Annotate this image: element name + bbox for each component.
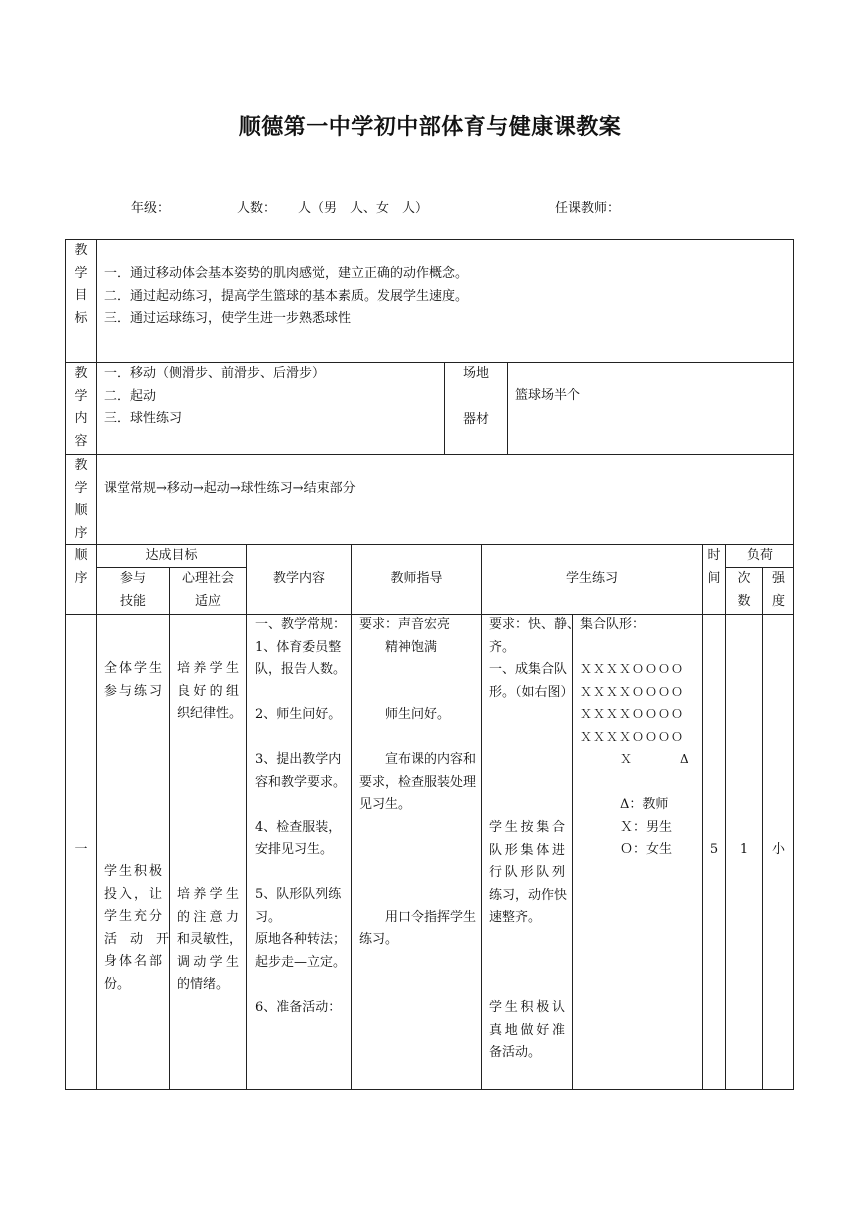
formation-row: ＸＸＸＸＯＯＯＯ [580, 684, 685, 699]
header-teacher-guidance: 教师指导 [390, 571, 443, 586]
practice-warmup: 学生积极认 真地做好准 备活动。 [489, 1000, 565, 1060]
page-title: 顺德第一中学初中部体育与健康课教案 [238, 114, 622, 140]
formation-row: ＸＸＸＸＯＯＯＯ [580, 662, 685, 676]
formation-grid [580, 658, 684, 748]
content-list [104, 363, 325, 431]
sequence-label: 教 学 顺 序 [74, 458, 88, 541]
header-load-count: 次 数 [737, 571, 751, 609]
row-load-count: 1 [739, 842, 749, 857]
sequence-flow: 课堂常规→移动→起动→球性练习→结束部分 [104, 481, 356, 496]
psych-text-b: 培养学生 的注意力 和灵敏性， 调动学生 的情绪。 [177, 887, 243, 992]
grade-label: 年级： [131, 201, 171, 216]
header-load: 负荷 [746, 548, 773, 563]
header-order: 顺 序 [74, 548, 88, 586]
header-time: 时 间 [707, 548, 721, 586]
content-item: 一．移动（侧滑步、前滑步、后滑步） [104, 366, 326, 381]
practice-requirements: 要求：快、静、 齐。 一、成集合队 形。（如右图） [489, 617, 581, 700]
row-time: 5 [709, 842, 719, 857]
objective-item: 二．通过起动练习，提高学生篮球的基本素质。发展学生速度。 [104, 288, 469, 304]
objectives-list [104, 263, 468, 331]
row-load-intensity: 小 [771, 842, 785, 857]
col-divider [169, 567, 170, 1090]
venue-value: 篮球场半个 [515, 388, 581, 403]
formation-mark-teacher: Δ [680, 752, 689, 766]
col-divider [507, 362, 508, 454]
col-divider [725, 544, 726, 1090]
header-goal-participation: 参与 技能 [119, 571, 146, 609]
objectives-label: 教 学 目 标 [74, 243, 88, 326]
header-teaching-content: 教学内容 [272, 571, 325, 586]
count-label: 人数： [237, 201, 277, 216]
header-load-intensity: 强 度 [771, 571, 785, 609]
header-goals: 达成目标 [145, 548, 198, 563]
teaching-content-text: 一、教学常规： 1、体育委员整 队，报告人数。 2、师生问好。 3、提出教学内 容和教学要求。 4、检查服装， 安排见习生。 5、队形队列练 习。 原地各种转法； 起步走—立定。 6、准备活动： [255, 617, 347, 1015]
formation-title: 集合队形： [580, 617, 646, 632]
content-label: 教 学 内 容 [74, 366, 88, 449]
objective-item: 一．通过移动体会基本姿势的肌肉感觉，建立正确的动作概念。 [104, 266, 469, 281]
psych-text-a: 培养学生 良好的组 织纪律性。 [177, 661, 243, 721]
col-divider [96, 239, 97, 1090]
content-item: 三．球性练习 [104, 411, 183, 426]
formation-row: ＸＸＸＸＯＯＯＯ [580, 729, 685, 744]
formation-mark-x: Ｘ [620, 752, 633, 766]
teacher-guidance-text: 要求：声音宏亮 精神饱满 师生问好。 宣布课的内容和 要求，检查服装处理 见习生。 用口令指挥学生 练习。 [359, 617, 477, 947]
objective-item: 三．通过运球练习，使学生进一步熟悉球性 [104, 311, 352, 326]
formation-legend: Δ：教师 Ｘ：男生 Ｏ：女生 [620, 797, 673, 857]
formation-row: ＸＸＸＸＯＯＯＯ [580, 707, 685, 721]
row-order: 一 [74, 842, 88, 857]
col-divider [246, 544, 247, 1090]
teacher-label: 任课教师： [555, 201, 621, 216]
col-divider [351, 544, 352, 1090]
content-item: 二．起动 [104, 388, 157, 404]
col-divider [762, 567, 763, 1090]
participation-text-b: 学生积极 投入，让 学生充分 活 动 开 身体名部 份。 [104, 864, 170, 992]
col-divider [702, 544, 703, 1090]
venue-label: 场地 [462, 366, 489, 381]
practice-drill: 学生按集合 队形集体进 行队形队列 练习，动作快 速整齐。 [489, 820, 568, 925]
col-divider [481, 544, 482, 1090]
participation-text-a: 全体学生 参与练习 [104, 661, 162, 699]
header-student-practice: 学生练习 [565, 571, 618, 586]
count-detail: 人（男 人、女 人） [298, 201, 429, 216]
header-goal-psych: 心理社会 适应 [181, 571, 234, 609]
row-divider [65, 454, 794, 455]
equipment-label: 器材 [462, 412, 489, 427]
